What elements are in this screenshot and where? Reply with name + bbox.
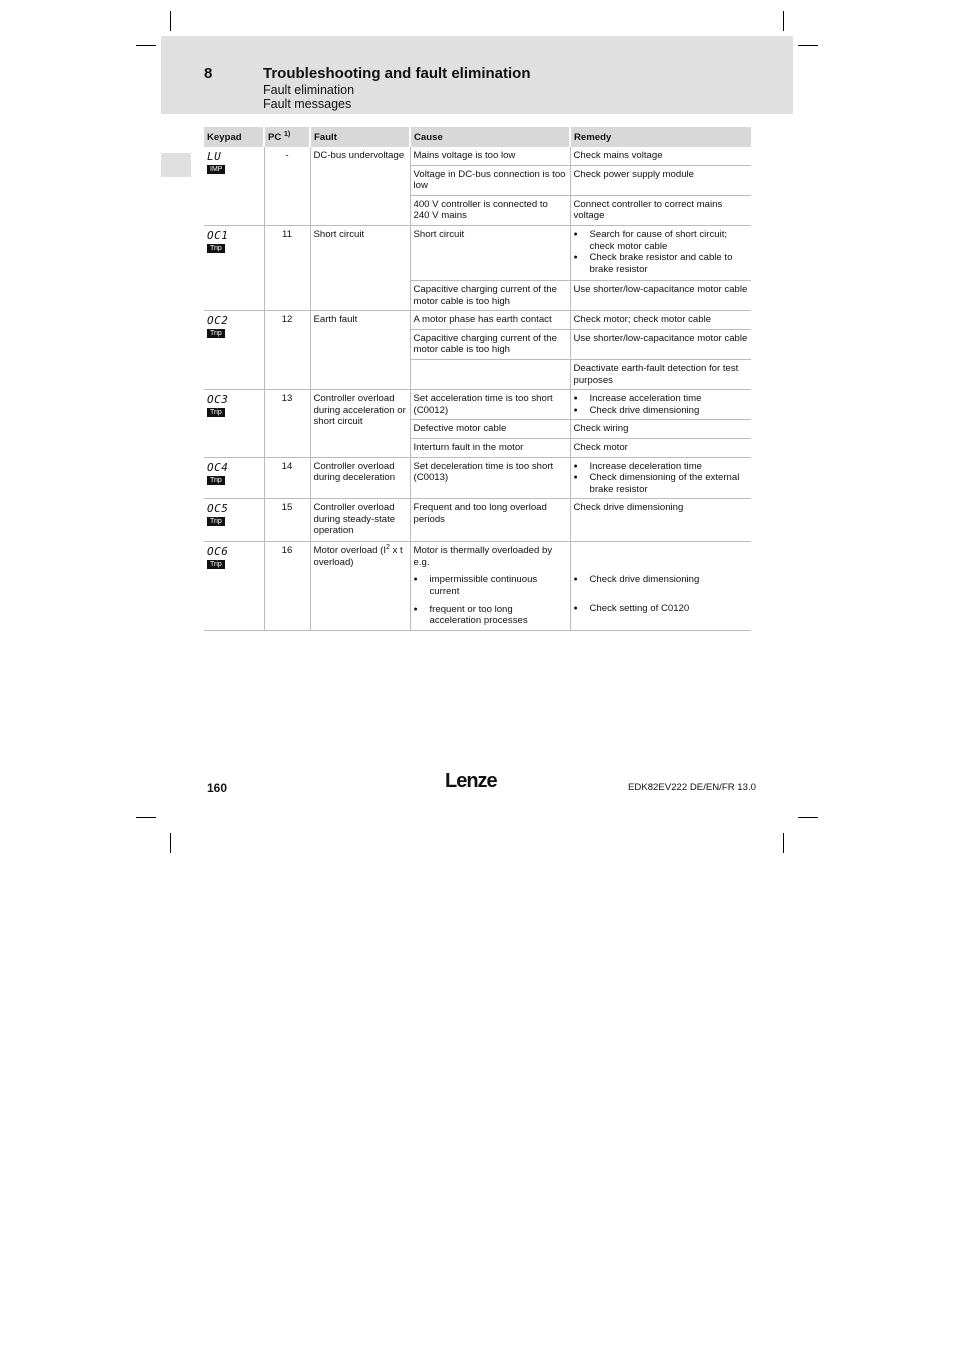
remedy-bullet: ● Increase acceleration time — [574, 393, 749, 405]
keypad-cell — [204, 499, 264, 542]
remedy-list — [574, 393, 749, 416]
cause-bullet: ● frequent or too long acceleration processes — [414, 604, 567, 627]
remedy-cell — [570, 457, 751, 499]
table-row — [204, 311, 751, 330]
subsection-subtitle: Fault messages — [263, 97, 352, 111]
keypad-cell — [204, 542, 264, 631]
remedy-list — [574, 574, 749, 614]
cause-cell — [410, 542, 570, 631]
fault-text: Motor overload (I — [313, 545, 387, 557]
section-subtitle: Fault elimination — [263, 83, 355, 97]
header-cause: Cause — [410, 127, 570, 147]
fault-superscript: 2 — [386, 544, 390, 552]
remedy-bullet: ● Increase deceleration time — [574, 461, 749, 473]
cause-cell: Capacitive charging current of the motor cable is too high — [410, 280, 570, 310]
cause-bullet: ● impermissible continuous current — [414, 574, 567, 597]
table-row — [204, 499, 751, 542]
remedy-cell: Deactivate earth-fault detection for test purposes — [570, 359, 751, 389]
fault-messages-table — [204, 127, 751, 631]
table-header-row — [204, 127, 751, 147]
keypad-code: OC3 — [207, 393, 229, 407]
cause-cell: A motor phase has earth contact — [410, 311, 570, 330]
remedy-cell — [570, 542, 751, 631]
header-pc-footnote: 1) — [284, 130, 291, 138]
crop-mark — [798, 817, 818, 818]
cause-intro: Motor is thermally overloaded by e.g. — [413, 545, 553, 568]
cause-cell: Mains voltage is too low — [410, 147, 570, 165]
remedy-cell — [570, 225, 751, 280]
remedy-cell: Check wiring — [570, 420, 751, 439]
keypad-code: OC2 — [207, 314, 229, 328]
cause-cell: Voltage in DC-bus connection is too low — [410, 165, 570, 195]
fault-cell: Controller overload during steady-state operation — [310, 499, 410, 542]
crop-mark — [170, 11, 171, 31]
keypad-cell — [204, 225, 264, 310]
table-row — [204, 542, 751, 631]
reaction-badge: Trip — [207, 476, 225, 485]
fault-cell: DC-bus undervoltage — [310, 147, 410, 225]
header-pc — [264, 127, 310, 147]
pc-cell: 15 — [264, 499, 310, 542]
reaction-badge: Trip — [207, 408, 225, 417]
remedy-bullet: ● Check drive dimensioning — [574, 405, 749, 417]
reaction-badge: Trip — [207, 244, 225, 253]
remedy-bullet: ● Check brake resistor and cable to brake resistor — [574, 252, 749, 275]
chapter-side-tab — [161, 153, 191, 177]
lenze-logo: Lenze — [445, 770, 497, 792]
remedy-cell: Check power supply module — [570, 165, 751, 195]
remedy-cell: Use shorter/low-capacitance motor cable — [570, 329, 751, 359]
cause-cell: Set acceleration time is too short (C0012) — [410, 390, 570, 420]
keypad-code: LU — [207, 150, 222, 163]
chapter-title: Troubleshooting and fault elimination — [263, 65, 531, 82]
cause-cell: Capacitive charging current of the motor cable is too high — [410, 329, 570, 359]
fault-text: x t overload) — [313, 545, 403, 568]
cause-cell: Set deceleration time is too short (C0013) — [410, 457, 570, 499]
remedy-cell: Use shorter/low-capacitance motor cable — [570, 280, 751, 310]
document-id: EDK82EV222 DE/EN/FR 13.0 — [628, 782, 756, 793]
keypad-cell — [204, 311, 264, 390]
remedy-bullet: ● Search for cause of short circuit; check motor cable — [574, 229, 749, 252]
header-keypad: Keypad — [204, 127, 264, 147]
cause-cell: Defective motor cable — [410, 420, 570, 439]
remedy-cell: Connect controller to correct mains voltage — [570, 195, 751, 225]
pc-cell: 11 — [264, 225, 310, 310]
keypad-cell — [204, 390, 264, 457]
keypad-cell — [204, 147, 264, 225]
chapter-number: 8 — [204, 65, 213, 82]
keypad-code: OC4 — [207, 460, 229, 474]
table-row — [204, 457, 751, 499]
crop-mark — [783, 11, 784, 31]
remedy-cell — [570, 390, 751, 420]
remedy-list — [574, 229, 749, 275]
cause-cell: 400 V controller is connected to 240 V mains — [410, 195, 570, 225]
pc-cell: 14 — [264, 457, 310, 499]
keypad-code: OC1 — [207, 228, 229, 242]
fault-cell: Short circuit — [310, 225, 410, 310]
header-fault: Fault — [310, 127, 410, 147]
reaction-badge: Trip — [207, 329, 225, 338]
fault-cell — [310, 542, 410, 631]
crop-mark — [136, 45, 156, 46]
remedy-bullet: ● Check setting of C0120 — [574, 603, 749, 615]
header-remedy: Remedy — [570, 127, 751, 147]
table-row — [204, 147, 751, 165]
keypad-code: OC5 — [207, 502, 229, 516]
crop-mark — [783, 833, 784, 853]
pc-cell: 12 — [264, 311, 310, 390]
header-pc-label: PC — [268, 131, 282, 143]
crop-mark — [798, 45, 818, 46]
table-row — [204, 225, 751, 280]
pc-cell: - — [264, 147, 310, 225]
remedy-list — [574, 461, 749, 496]
remedy-bullet: ● Check drive dimensioning — [574, 574, 749, 586]
table-row — [204, 390, 751, 420]
remedy-bullet: ● Check dimensioning of the external brake resistor — [574, 472, 749, 495]
reaction-badge: Trip — [207, 560, 225, 569]
fault-cell: Controller overload during deceleration — [310, 457, 410, 499]
cause-cell: Short circuit — [410, 225, 570, 280]
page-number: 160 — [207, 781, 228, 795]
keypad-code: OC6 — [207, 545, 229, 559]
remedy-cell: Check motor — [570, 438, 751, 457]
cause-cell: Frequent and too long overload periods — [410, 499, 570, 542]
pc-cell: 16 — [264, 542, 310, 631]
fault-cell: Earth fault — [310, 311, 410, 390]
cause-cell — [410, 359, 570, 389]
keypad-cell — [204, 457, 264, 499]
crop-mark — [170, 833, 171, 853]
crop-mark — [136, 817, 156, 818]
cause-list — [414, 574, 567, 626]
fault-cell: Controller overload during acceleration or short circuit — [310, 390, 410, 457]
cause-cell: Interturn fault in the motor — [410, 438, 570, 457]
remedy-cell: Check motor; check motor cable — [570, 311, 751, 330]
reaction-badge: Trip — [207, 517, 225, 526]
reaction-badge: IMP — [207, 165, 225, 174]
remedy-cell: Check mains voltage — [570, 147, 751, 165]
remedy-cell: Check drive dimensioning — [570, 499, 751, 542]
pc-cell: 13 — [264, 390, 310, 457]
